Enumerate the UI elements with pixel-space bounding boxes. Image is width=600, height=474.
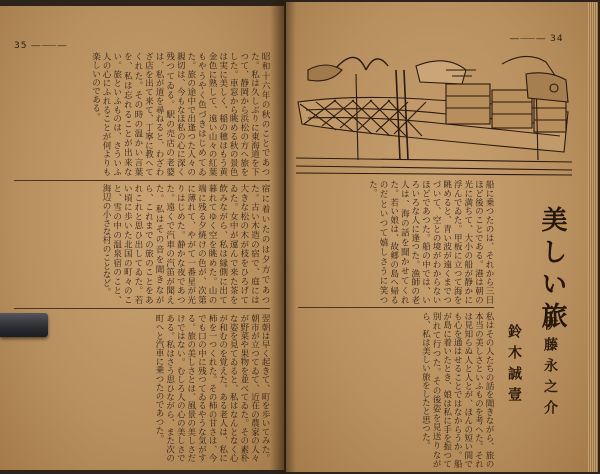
column-rule	[298, 307, 494, 308]
column-rule	[14, 180, 270, 181]
right-page-number: ―⸺― 34	[510, 34, 564, 44]
left-column-text-2: 宿に着いたのは夕方であつた。古い木造の宿で、庭には大きな松の木が枝をひろげてゐた。女中が運んで来た茶を飲みながら、私は縁側に出て暮れてゆく空を眺めた。山の端に残る夕焼けの色が、次第に薄れて、やがて一番星が光りはじめた。静かな夜であつた。遠くで汽車の汽笛が聞えた。私はその音を聞きながら、これまでの旅のことをあれこれと思ひ出してゐた。若い頃に歩いた北国の町々のこと、雪の中の温泉宿のこと、海辺の小さな村のことなど。	[101, 184, 270, 304]
bookmark-ribbon	[0, 313, 48, 337]
column-rule	[14, 308, 270, 309]
article-title: 美しい旅	[537, 206, 567, 334]
right-column-text-1: 船に乗つたのは、それから三日ほど後のことである。港は朝の光に満ちて、大小の船が静かに浮んでゐた。甲板に立つて海を眺めると、青い波が遠くまでつづいて、空との境がわからないほどであつた。船の中では、いろいろな人に逢つた。漁師の老人は、海の話を聞かせてくれた。若い娘は、故郷の島へ帰るのだといつて嬉しさうに笑つた。	[367, 180, 494, 304]
left-column-text-1: 昭和十六年の秋のことであつた。私は久しぶりに東海道を下つて、静岡から浜松の方へ旅をした。車窓から眺める秋の景色は実に美しく、稲の穂はもう黄金色に熟して、遠い山々の紅葉もやうやく色づきはじめてゐた。旅の途中で出逢つた人々の親切は、今もなほ私の心に深く残つてゐる。駅の売店の老婆は、私が道を尋ねると、わざわざ店を出て来て、丁寧に教へてくれた。その時の温かい言葉を、私は忘れることが出来ない。旅といふものは、さういふ人の心にふれることが何よりも楽しいのである。	[90, 52, 270, 176]
author-name-1: 伊藤永之介	[542, 316, 558, 421]
right-column-text-2: 私はその人たちの話を聞きながら、旅の本当の美しさといふものを考へた。それは見知らぬ人と人とが、ほんの短い間でも心を通はせることではなからうか。船が島に着いたとき、娘は私に手を振つて別れて行つた。その後姿を見送りながら、私は美しい旅をしたと思つた。	[420, 312, 494, 468]
left-page-number: 35 ―⸺―	[14, 41, 68, 51]
author-name-2: 鈴木誠壹	[506, 324, 522, 408]
page-gutter	[270, 0, 296, 474]
ship-illustration	[296, 40, 572, 176]
left-column-text-3: 翌朝は早く起きて、町を歩いてみた。朝市が立つてゐて、近在の農家の人々が野菜や果物を並べてゐた。その素朴な姿を見てゐると、私はなんとなく心が和むのを覚えた。ある老人は、私に柿を一つくれた。その柿の甘さは、今でも口の中に残つてゐるやうな気がする。旅の美しさとは、風景の美しさだけではない。むしろ人の心の美しさである。私はさう思ひながら、また次の町へと汽車に乗つたのであつた。	[154, 314, 270, 462]
page-edge-stack	[588, 2, 598, 472]
